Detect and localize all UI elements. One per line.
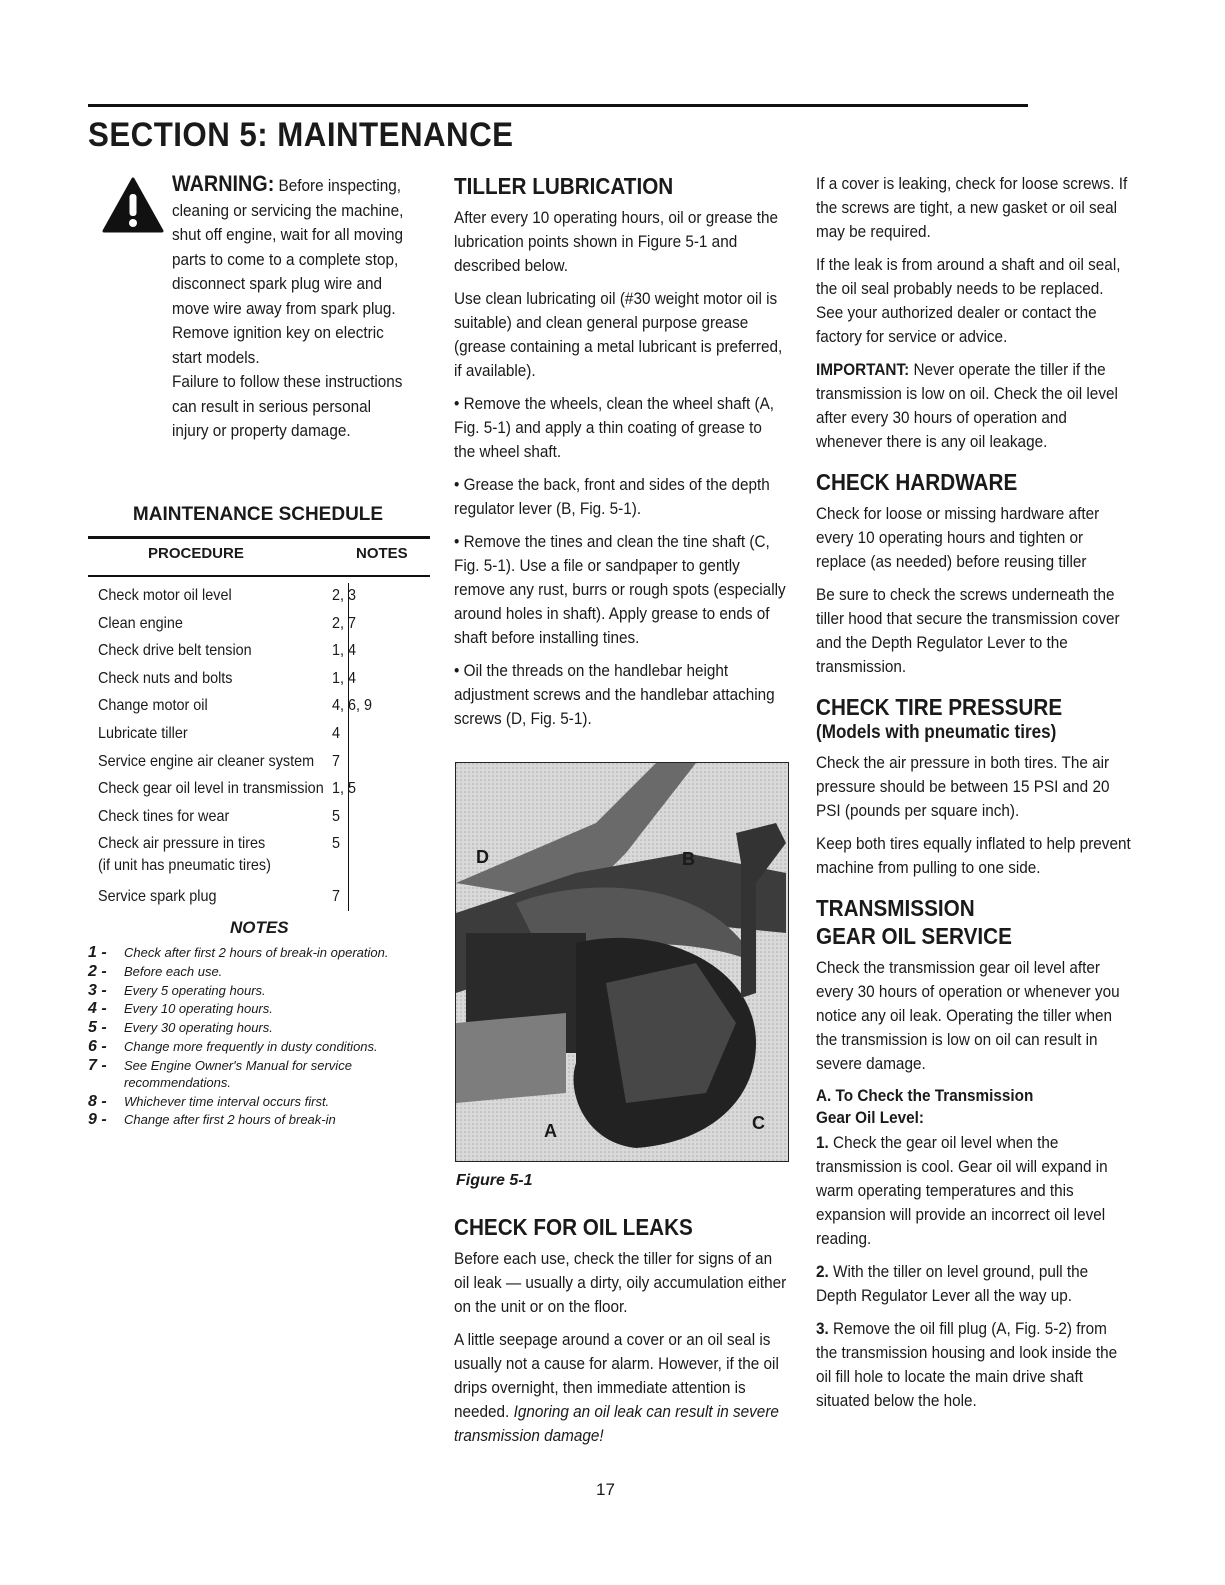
- step-item: [816, 1317, 1131, 1413]
- transmission-heading-2: GEAR OIL SERVICE: [816, 923, 1012, 949]
- notes-cell: 5: [332, 807, 341, 825]
- table-row: [98, 585, 395, 613]
- notes-cell: 1, 4: [332, 642, 357, 660]
- note-number: 2 -: [88, 962, 107, 980]
- oil-leaks-paragraph: [454, 1328, 787, 1448]
- tire-paragraph: Keep both tires equally inflated to help prevent machine from pulling to one side.: [816, 834, 1131, 877]
- warning-heading: WARNING:: [172, 171, 275, 196]
- table-row: [98, 695, 395, 723]
- notes-cell: 5: [332, 835, 341, 853]
- transmission-heading: TRANSMISSION: [816, 895, 975, 921]
- important-label: IMPORTANT:: [816, 360, 910, 379]
- notes-cell: 2, 3: [332, 587, 357, 604]
- top-rule: [88, 104, 1028, 107]
- step-text: With the tiller on level ground, pull the Depth Regulator Lever all the way up.: [816, 1262, 1089, 1305]
- lubrication-bullet: • Remove the tines and clean the tine shaft (C, Fig. 5-1). Use a file or sandpaper to gently remove any rust, burrs or rough spots (especially around holes in shaft). Apply grease to ends of shaft before installing tines.: [454, 532, 786, 647]
- oil-leaks-section: [454, 1213, 787, 1457]
- procedure-cell: Change motor oil: [98, 697, 208, 715]
- procedure-cell: Check motor oil level: [98, 587, 232, 604]
- figure-label-b: B: [682, 849, 695, 869]
- note-number: 8 -: [88, 1092, 107, 1110]
- note-text: Whichever time interval occurs first.: [124, 1093, 330, 1109]
- figure-label-c: C: [752, 1113, 765, 1133]
- figure-label-a: A: [544, 1121, 557, 1141]
- note-text: Every 30 operating hours.: [124, 1020, 273, 1036]
- notes-cell: 2, 7: [332, 614, 357, 632]
- oil-leaks-paragraph: If the leak is from around a shaft and oil seal, the oil seal probably needs to be replaced. See your authorized dealer or contact the factory for service or advice.: [816, 255, 1121, 346]
- lubrication-bullet: • Oil the threads on the handlebar height adjustment screws and the handlebar attaching screws (D, Fig. 5-1).: [454, 661, 775, 728]
- step-text: Check the gear oil level when the transmission is cool. Gear oil will expand in warm operating temperatures and this expansion will provide an incorrect oil level reading.: [816, 1133, 1108, 1248]
- notes-cell: 4, 6, 9: [332, 697, 373, 715]
- oil-leaks-emphasis: Ignoring an oil leak can result in severe transmission damage!: [454, 1402, 779, 1445]
- procedure-cell: Check nuts and bolts: [98, 669, 233, 687]
- lubrication-section: [454, 172, 787, 740]
- table-row: [98, 751, 395, 779]
- step-number: 1.: [816, 1133, 829, 1152]
- col-notes: NOTES: [356, 545, 408, 562]
- lubrication-paragraph: Use clean lubricating oil (#30 weight motor oil is suitable) and clean general purpose grease (grease containing a metal lubricant is preferred, if available).: [454, 289, 783, 380]
- transmission-subheading-2: Gear Oil Level:: [816, 1108, 924, 1127]
- procedure-cell: Lubricate tiller: [98, 724, 188, 742]
- step-number: 2.: [816, 1262, 829, 1281]
- step-text: Remove the oil fill plug (A, Fig. 5-2) from the transmission housing and look inside the oil fill hole to locate the main drive shaft situated below the hole.: [816, 1319, 1118, 1410]
- note-text: Change after first 2 hours of break-in: [124, 1112, 336, 1128]
- oil-leaks-heading: CHECK FOR OIL LEAKS: [454, 1214, 693, 1240]
- figure-tiller-photo: [455, 762, 789, 1162]
- procedure-cell: Service engine air cleaner system: [98, 752, 315, 770]
- tire-paragraph: Check the air pressure in both tires. The air pressure should be between 15 PSI and 20 PSI (pounds per square inch).: [816, 753, 1110, 820]
- warning-consequence: Failure to follow these instructions can result in serious personal injury or property damage.: [172, 372, 403, 440]
- procedure-subtext: (if unit has pneumatic tires): [98, 857, 271, 875]
- note-text: Before each use.: [124, 963, 223, 979]
- lubrication-bullet: • Remove the wheels, clean the wheel shaft (A, Fig. 5-1) and apply a thin coating of grease to the wheel shaft.: [454, 394, 775, 461]
- note-item: [88, 1000, 428, 1017]
- note-number: 1 -: [88, 944, 107, 961]
- procedure-cell: Clean engine: [98, 614, 183, 632]
- warning-text: Before inspecting, cleaning or servicing the machine, shut off engine, wait for all moving parts to come to a complete stop, disconnect spark plug wire and move wire away from spark plug. Remove ignition key on electric start models.: [172, 176, 404, 367]
- notes-list: [88, 944, 428, 1130]
- table-row: [98, 886, 395, 914]
- note-item: [88, 944, 428, 961]
- note-number: 9 -: [88, 1111, 107, 1129]
- notes-title: NOTES: [230, 918, 289, 937]
- note-item: [88, 1038, 428, 1055]
- warning-triangle-icon: [102, 177, 164, 233]
- figure-label-d: D: [476, 847, 489, 867]
- procedure-cell: Check drive belt tension: [98, 642, 252, 660]
- oil-leaks-paragraph: Before each use, check the tiller for signs of an oil leak — usually a dirty, oily accumulation either on the unit or on the floor.: [454, 1249, 787, 1316]
- table-row: [98, 640, 395, 668]
- step-item: [816, 1260, 1131, 1308]
- notes-cell: 7: [332, 888, 341, 906]
- right-column: [816, 172, 1131, 1422]
- step-number: 3.: [816, 1319, 829, 1338]
- table-row: [98, 723, 395, 751]
- table-row: [98, 778, 395, 806]
- oil-leaks-paragraph: If a cover is leaking, check for loose screws. If the screws are tight, a new gasket or oil seal may be required.: [816, 174, 1128, 241]
- section-title: SECTION 5: MAINTENANCE: [88, 116, 514, 154]
- note-text: Check after first 2 hours of break-in operation.: [124, 945, 389, 960]
- notes-cell: 1, 4: [332, 669, 357, 687]
- notes-cell: 7: [332, 752, 341, 770]
- lubrication-paragraph: After every 10 operating hours, oil or grease the lubrication points shown in Figure 5-1 and described below.: [454, 208, 779, 275]
- table-row: [98, 833, 395, 886]
- tiller-illustration: [456, 763, 788, 1161]
- transmission-paragraph: Check the transmission gear oil level after every 30 hours of operation or whenever you notice any oil leak. Operating the tiller when the transmission is low on oil can result in severe damage.: [816, 958, 1120, 1073]
- page-number: 17: [596, 1480, 615, 1499]
- hardware-paragraph: Check for loose or missing hardware after every 10 operating hours and tighten or replace (as needed) before reusing tiller: [816, 504, 1100, 571]
- lubrication-bullet: • Grease the back, front and sides of the depth regulator lever (B, Fig. 5-1).: [454, 475, 770, 518]
- tire-subheading: (Models with pneumatic tires): [816, 722, 1057, 743]
- procedure-cell: Check gear oil level in transmission: [98, 780, 324, 798]
- note-number: 6 -: [88, 1037, 107, 1055]
- lubrication-heading: TILLER LUBRICATION: [454, 173, 674, 199]
- note-number: 7 -: [88, 1056, 107, 1074]
- procedure-text: Check air pressure in tires: [98, 835, 266, 853]
- procedure-cell: [98, 833, 325, 886]
- hardware-paragraph: Be sure to check the screws underneath the tiller hood that secure the transmission cover and the Depth Regulator Lever to the transmission.: [816, 585, 1120, 676]
- note-text: Every 5 operating hours.: [124, 982, 266, 998]
- note-number: 3 -: [88, 981, 107, 999]
- note-text: See Engine Owner's Manual for service recommendations.: [124, 1057, 352, 1090]
- schedule-rule-header: [88, 575, 430, 577]
- note-item: [88, 1111, 428, 1128]
- schedule-rule-top: [88, 536, 430, 539]
- tire-heading: CHECK TIRE PRESSURE: [816, 694, 1063, 720]
- notes-cell: 4: [332, 724, 341, 742]
- step-item: [816, 1131, 1131, 1251]
- col-procedure: PROCEDURE: [148, 545, 244, 562]
- note-item: [88, 982, 428, 999]
- note-number: 4 -: [88, 1000, 107, 1018]
- schedule-title: MAINTENANCE SCHEDULE: [132, 504, 384, 525]
- oil-leaks-text: A little seepage around a cover or an oil seal is usually not a cause for alarm. However, if the oil drips overnight, then immediate attention is needed.: [454, 1330, 779, 1421]
- note-text: Change more frequently in dusty conditions.: [124, 1038, 378, 1054]
- note-text: Every 10 operating hours.: [124, 1001, 273, 1017]
- warning-block: [172, 172, 406, 444]
- procedure-cell: Check tines for wear: [98, 807, 230, 825]
- procedure-cell: Service spark plug: [98, 888, 217, 906]
- note-item: [88, 963, 428, 980]
- note-item: [88, 1057, 428, 1091]
- table-row: [98, 613, 395, 641]
- note-item: [88, 1093, 428, 1110]
- notes-cell: 1, 5: [332, 780, 357, 798]
- table-row: [98, 806, 395, 834]
- important-note: [816, 358, 1131, 454]
- transmission-subheading: A. To Check the Transmission: [816, 1086, 1034, 1105]
- note-number: 5 -: [88, 1019, 107, 1037]
- hardware-heading: CHECK HARDWARE: [816, 469, 1018, 495]
- figure-caption: Figure 5-1: [456, 1172, 533, 1189]
- note-item: [88, 1019, 428, 1036]
- schedule-table: [98, 585, 395, 914]
- table-row: [98, 668, 395, 696]
- important-text: Never operate the tiller if the transmission is low on oil. Check the oil level after every 30 hours of operation and whenever there is any oil leakage.: [816, 360, 1118, 451]
